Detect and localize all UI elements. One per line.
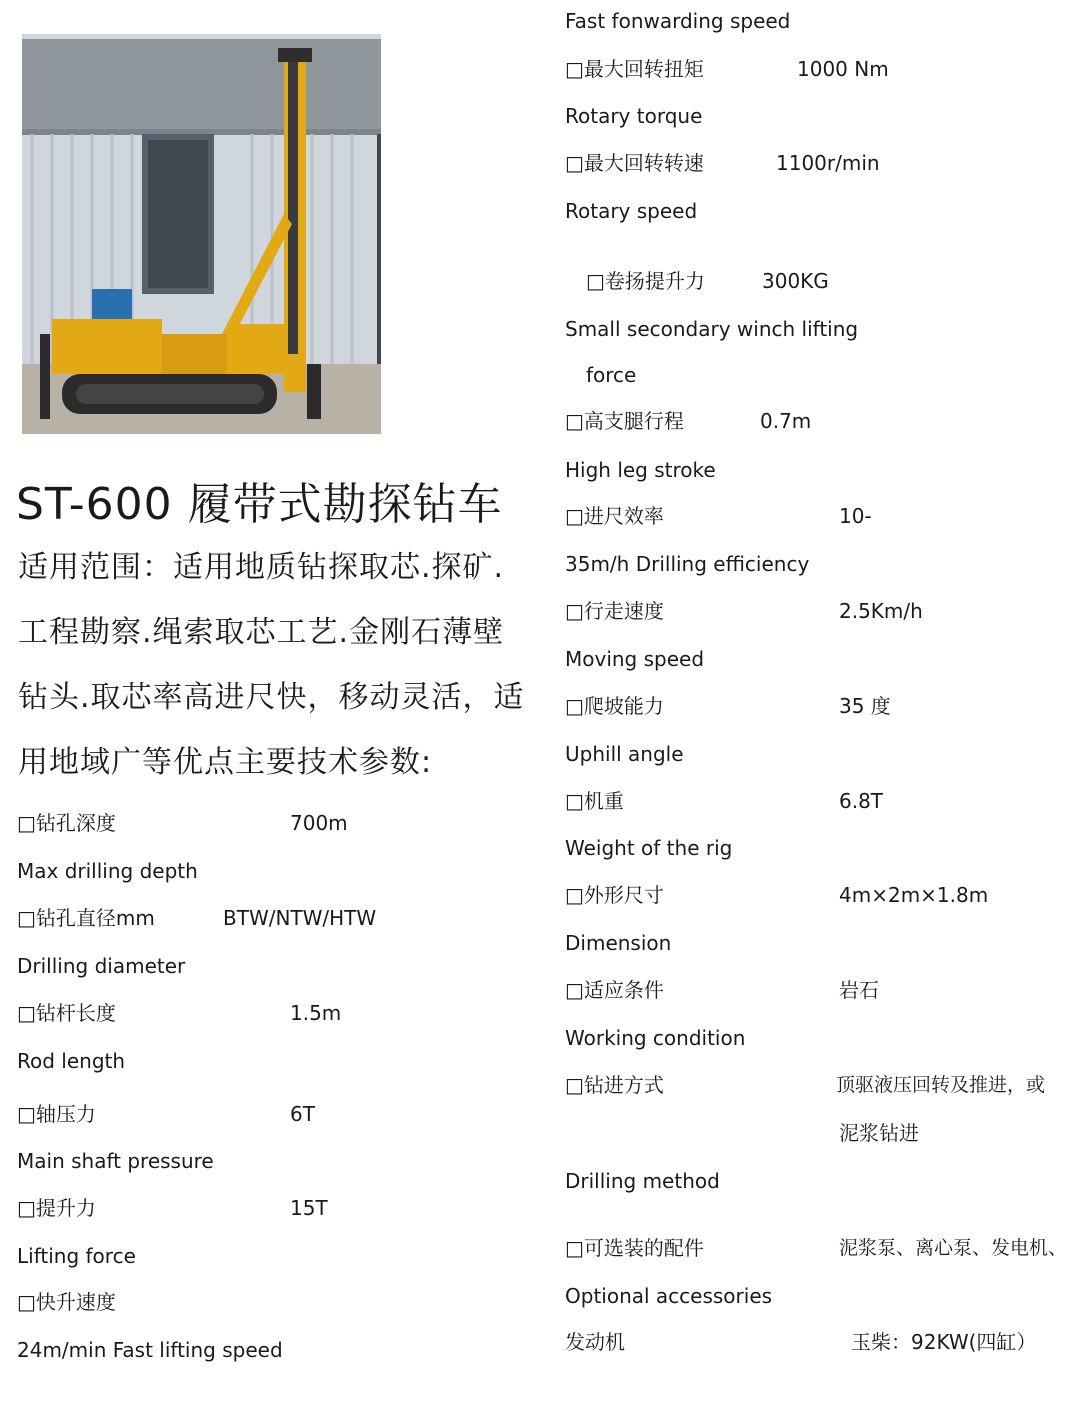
spec-value: 1100r/min — [776, 151, 880, 175]
spec-value: 700m — [290, 811, 348, 835]
spec-value-cont: 泥浆钻进 — [839, 1121, 919, 1145]
spec-value: 35 度 — [839, 694, 891, 718]
page-title: ST-600 履带式勘探钻车 — [16, 479, 503, 530]
spec-value: 300KG — [762, 269, 829, 293]
spec-label-cn: □快升速度 — [17, 1290, 116, 1314]
spec-label-en: Rotary torque — [565, 104, 703, 128]
spec-label-en: Drilling diameter — [17, 954, 186, 978]
spec-label-en: Working condition — [565, 1026, 746, 1050]
spec-label-en: Rod length — [17, 1049, 126, 1073]
spec-value: 顶驱液压回转及推进，或 — [836, 1074, 1046, 1096]
spec-label-en: Weight of the rig — [565, 836, 733, 860]
spec-label-en: Optional accessories — [565, 1284, 773, 1308]
spec-value: 10- — [839, 504, 872, 528]
spec-value: 6T — [290, 1102, 315, 1126]
spec-label-en: Lifting force — [17, 1244, 136, 1268]
spec-label-cn: □最大回转转速 — [565, 151, 704, 175]
spec-value: 4m×2m×1.8m — [839, 883, 989, 907]
spec-label-en: Rotary speed — [565, 199, 698, 223]
spec-label-en: Drilling method — [565, 1169, 720, 1193]
spec-value: 6.8T — [839, 789, 884, 813]
spec-label-cn: □机重 — [565, 789, 624, 813]
spec-value: 1000 Nm — [797, 57, 889, 81]
spec-label-cn: □钻进方式 — [565, 1073, 664, 1097]
spec-label-en: 35m/h Drilling efficiency — [565, 552, 810, 576]
intro-line-1: 适用范围：适用地质钻探取芯.探矿. — [18, 550, 505, 585]
engine-value: 玉柴：92KW(四缸） — [851, 1330, 1037, 1354]
spec-label-en: Main shaft pressure — [17, 1149, 214, 1173]
spec-value: 2.5Km/h — [839, 599, 923, 623]
spec-label-en: Fast fonwarding speed — [565, 9, 791, 33]
spec-value: 0.7m — [760, 409, 812, 433]
spec-label-en: High leg stroke — [565, 458, 716, 482]
spec-value: BTW/NTW/HTW — [223, 906, 377, 930]
spec-label-en: Moving speed — [565, 647, 705, 671]
intro-line-2: 工程勘察.绳索取芯工艺.金刚石薄壁 — [18, 615, 505, 650]
spec-value: 1.5m — [290, 1001, 342, 1025]
spec-label-cn: □行走速度 — [565, 599, 664, 623]
spec-label-en: 24m/min Fast lifting speed — [17, 1338, 283, 1362]
spec-label-cn: □轴压力 — [17, 1102, 96, 1126]
spec-label-en: Max drilling depth — [17, 859, 198, 883]
spec-label-cn: □进尺效率 — [565, 504, 664, 528]
intro-line-3: 钻头.取芯率高进尺快，移动灵活，适 — [18, 680, 525, 715]
intro-line-4: 用地域广等优点主要技术参数: — [18, 745, 433, 780]
drilling-rig-photo — [22, 34, 381, 434]
spec-label-cn: □外形尺寸 — [565, 883, 664, 907]
spec-label-cn: □卷扬提升力 — [586, 269, 705, 293]
spec-value: 泥浆泵、离心泵、发电机、 — [839, 1237, 1068, 1259]
spec-label-cn: □高支腿行程 — [565, 409, 684, 433]
spec-label-cn: □钻孔直径mm — [17, 906, 155, 930]
spec-label-en: Uphill angle — [565, 742, 684, 766]
spec-value: 15T — [290, 1196, 328, 1220]
spec-value: 岩石 — [839, 978, 879, 1002]
spec-label-cn: □提升力 — [17, 1196, 96, 1220]
spec-label-cn: □爬坡能力 — [565, 694, 664, 718]
spec-label-cn: □最大回转扭矩 — [565, 57, 704, 81]
spec-label-en-cont: force — [586, 363, 637, 387]
spec-label-cn: □钻杆长度 — [17, 1001, 116, 1025]
spec-label-cn: □钻孔深度 — [17, 811, 116, 835]
engine-label: 发动机 — [565, 1330, 625, 1354]
spec-label-cn: □适应条件 — [565, 978, 664, 1002]
spec-label-en: Dimension — [565, 931, 672, 955]
spec-label-cn: □可选装的配件 — [565, 1236, 704, 1260]
spec-label-en: Small secondary winch lifting — [565, 317, 859, 341]
